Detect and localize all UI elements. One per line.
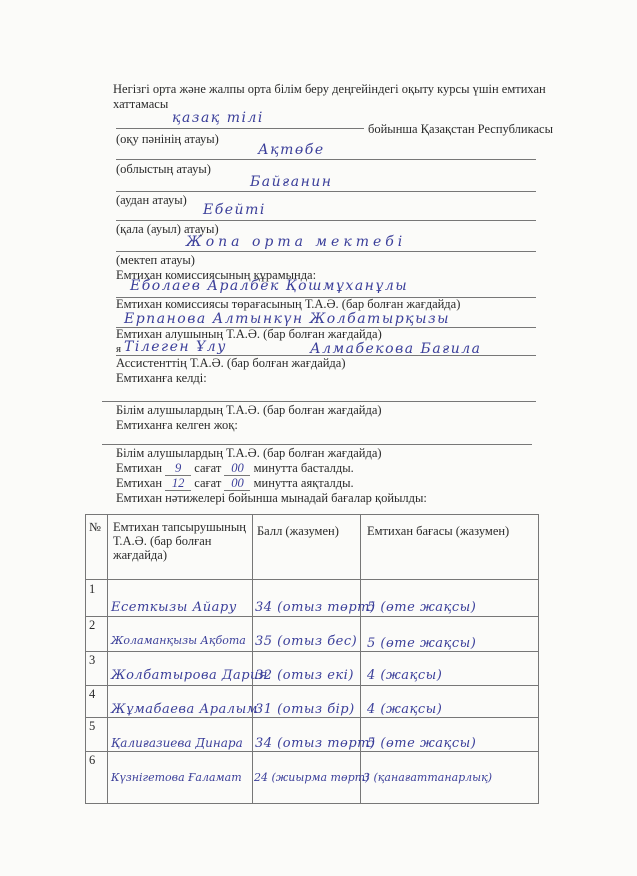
row-4-grade: 4 (жақсы) <box>367 702 443 717</box>
header-name: Емтихан тапсырушының Т.А.Ә. (бар болған жағдайда) <box>113 520 246 562</box>
row-4-num: 4 <box>89 687 96 701</box>
title-line-2: хаттамасы <box>113 97 169 111</box>
row-1-name: Есеткызы Айару <box>111 600 237 615</box>
subject-caption: (оқу пәнінің атауы) <box>116 132 219 146</box>
district-caption: (аудан атауы) <box>116 193 187 207</box>
chair-caption: Емтихан комиссиясы төрағасының Т.А.Ә. (бар болған жағдайда) <box>116 297 461 311</box>
subject-suffix: бойынша Қазақстан Республикасы <box>368 122 553 136</box>
subject-value: қазақ тілі <box>172 110 264 126</box>
row-6-name: Күзнігетова Ғаламат <box>111 771 242 784</box>
assistant-caption: Ассистенттің Т.А.Ә. (бар болған жағдайда) <box>116 356 346 370</box>
subject-line <box>116 128 364 129</box>
row-divider <box>85 579 539 580</box>
assistant-value-1: Тілеген Ұлу <box>124 339 227 355</box>
city-caption: (қала (ауыл) атауы) <box>116 222 219 236</box>
table-border-left <box>85 514 86 804</box>
row-1-score: 34 (отыз төрт) <box>255 600 376 615</box>
header-num: № <box>89 520 101 534</box>
city-line <box>116 220 536 221</box>
arrived-caption: Білім алушылардың Т.А.Ә. (бар болған жағдайда) <box>116 403 382 417</box>
header-score: Балл (жазумен) <box>257 524 339 538</box>
start-mid: сағат <box>194 461 222 475</box>
region-line <box>116 159 536 160</box>
absent-line <box>102 444 532 445</box>
row-2-name: Жоламанқызы Ақбота <box>111 634 246 647</box>
table-col-divider-2 <box>252 514 253 804</box>
absent-caption: Білім алушылардың Т.А.Ә. (бар болған жағдайда) <box>116 446 382 460</box>
assistant-value-2: Алмабекова Бағила <box>310 341 482 357</box>
row-divider <box>85 685 539 686</box>
row-divider <box>85 717 539 718</box>
end-pre: Емтихан <box>116 476 163 490</box>
city-value: Ебейті <box>203 202 266 218</box>
row-5-num: 5 <box>89 719 96 733</box>
district-value: Байғанин <box>250 174 333 190</box>
header-grade: Емтихан бағасы (жазумен) <box>367 524 510 538</box>
start-post: минутта басталды. <box>253 461 354 475</box>
row-divider <box>85 616 539 617</box>
school-value: Жопа орта мектебі <box>186 234 407 250</box>
row-6-score: 24 (жиырма төрт) <box>254 771 370 784</box>
table-border-bottom <box>85 803 539 804</box>
row-divider <box>85 751 539 752</box>
examiner-value: Ерпанова Алтынкүн Жолбатырқызы <box>124 311 451 327</box>
absent-label: Емтиханға келген жоқ: <box>116 418 238 432</box>
row-2-grade: 5 (өте жақсы) <box>367 636 477 651</box>
district-line <box>116 191 536 192</box>
start-minute: 00 <box>224 461 250 476</box>
end-hour: 12 <box>165 476 191 491</box>
table-border-right <box>538 514 539 804</box>
row-1-grade: 5 (өте жақсы) <box>367 600 477 615</box>
commission-label: Емтихан комиссиясының құрамында: <box>116 268 317 282</box>
row-3-num: 3 <box>89 653 96 667</box>
row-2-score: 35 (отыз бес) <box>255 634 358 649</box>
title-line-1: Негізгі орта және жалпы орта білім беру деңгейіндегі оқыту курсы үшін емтихан <box>113 82 546 96</box>
region-caption: (облыстың атауы) <box>116 162 211 176</box>
row-divider <box>85 651 539 652</box>
row-3-score: 32 (отыз екі) <box>255 668 354 683</box>
row-5-score: 34 (отыз төрт) <box>255 736 376 751</box>
end-mid: сағат <box>194 476 222 490</box>
end-line <box>116 476 354 491</box>
row-6-grade: 3 (қанағаттанарлық) <box>363 771 493 784</box>
row-4-name: Жұмабаева Аралым <box>111 702 258 717</box>
table-col-divider-3 <box>360 514 361 804</box>
end-post: минутта аяқталды. <box>253 476 354 490</box>
table-border-top <box>85 514 539 515</box>
chair-value: Еболаев Аралбек Қошмұханұлы <box>130 278 409 294</box>
arrived-label: Емтиханға келді: <box>116 371 207 385</box>
examiner-caption: Емтихан алушының Т.А.Ә. (бар болған жағдайда) <box>116 327 382 341</box>
school-line <box>116 251 536 252</box>
table-col-divider-1 <box>107 514 108 804</box>
row-6-num: 6 <box>89 753 96 767</box>
row-1-num: 1 <box>89 582 96 596</box>
results-label: Емтихан нәтижелері бойынша мынадай бағалар қойылды: <box>116 491 427 505</box>
arrived-line <box>102 401 536 402</box>
region-value: Ақтөбе <box>258 142 325 158</box>
row-5-name: Қалиғазиева Динара <box>111 736 243 750</box>
row-4-score: 31 (отыз бір) <box>255 702 355 717</box>
row-2-num: 2 <box>89 618 96 632</box>
results-table <box>85 514 539 804</box>
row-3-name: Жолбатырова Дария <box>111 668 269 683</box>
start-hour: 9 <box>165 461 191 476</box>
row-3-grade: 4 (жақсы) <box>367 668 443 683</box>
start-pre: Емтихан <box>116 461 163 475</box>
school-caption: (мектеп атауы) <box>116 253 195 267</box>
start-line <box>116 461 354 476</box>
assistant-prefix: я <box>116 343 122 355</box>
end-minute: 00 <box>224 476 250 491</box>
row-5-grade: 5 (өте жақсы) <box>367 736 477 751</box>
